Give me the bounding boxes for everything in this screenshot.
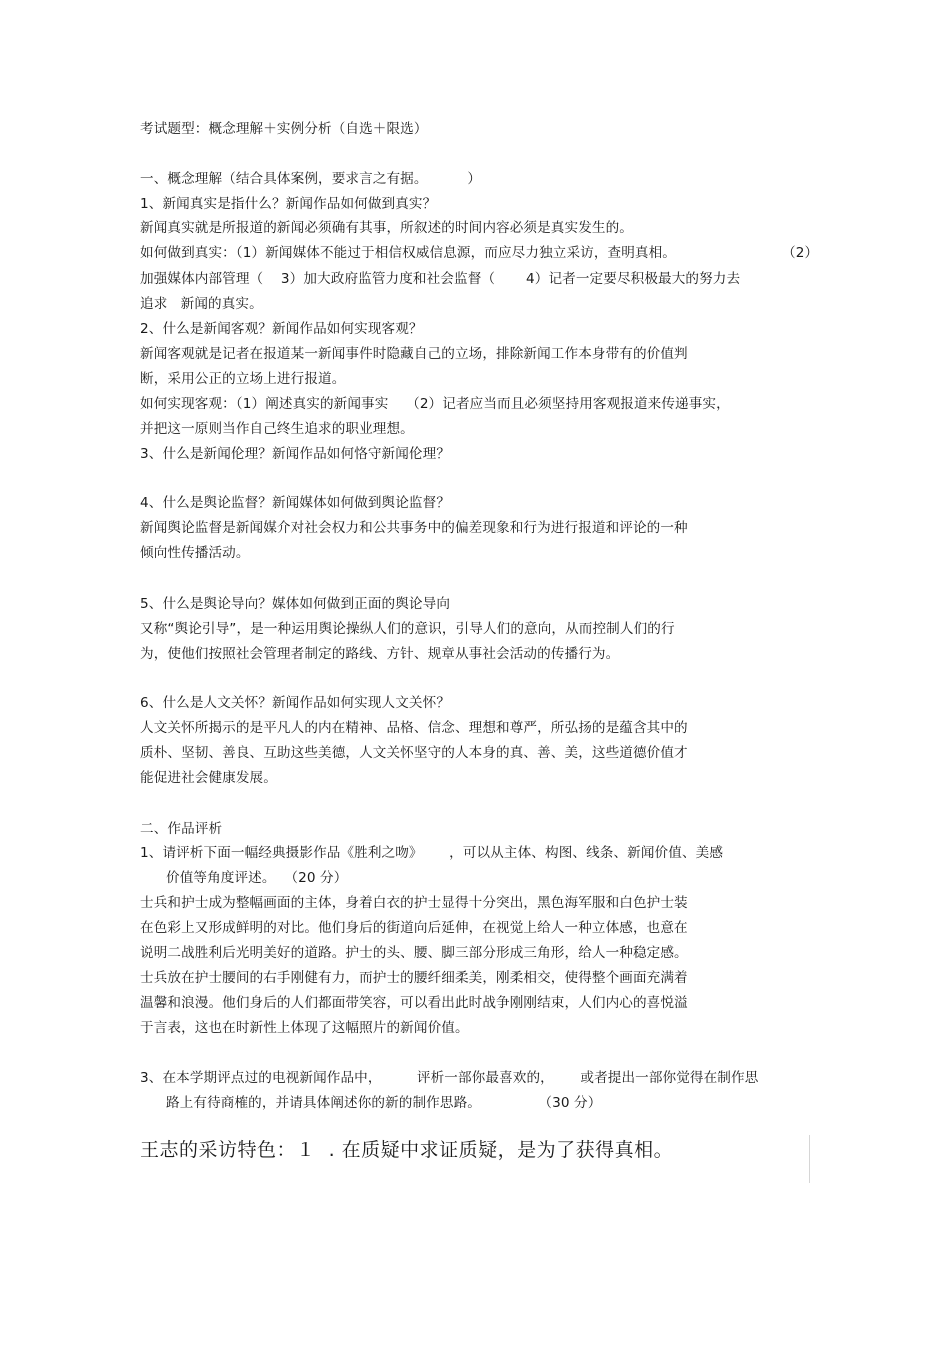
exam-type-line: 考试题型：概念理解＋实例分析（自选＋限选） [140, 121, 428, 137]
q2-answer-line: 并把这一原则当作自己终生追求的职业理想。 [140, 421, 414, 437]
q5-paragraph-line: 又称“舆论引导”，是一种运用舆论操纵人们的意识，引导人们的意向，从而控制人们的行 [140, 621, 675, 637]
q2-answer-line: 如何实现客观：（1）阐述真实的新闻事实 （2）记者应当而且必须坚持用客观报道来传递事实， [140, 396, 730, 412]
q1-paragraph-line: 新闻真实就是所报道的新闻必须确有其事，所叙述的时间内容必须是真实发生的。 [140, 220, 633, 236]
s2-q1-title: 1、请评析下面一幅经典摄影作品《胜利之吻》 ，可以从主体、构图、线条、新闻价值、美感 [140, 845, 724, 861]
s2-q1-paragraph-line: 士兵放在护士腰间的右手刚健有力，而护士的腰纤细柔美，刚柔相交，使得整个画面充满着 [140, 970, 688, 986]
s2-q1-paragraph-line: 士兵和护士成为整幅画面的主体，身着白衣的护士显得十分突出，黑色海军服和白色护士装 [140, 895, 688, 911]
s2-q1-paragraph-line: 在色彩上又形成鲜明的对比。他们身后的街道向后延伸，在视觉上给人一种立体感，也意在 [140, 920, 688, 936]
q5-paragraph-line: 为，使他们按照社会管理者制定的路线、方针、规章从事社会活动的传播行为。 [140, 646, 620, 662]
q3-title: 3、什么是新闻伦理？新闻作品如何恪守新闻伦理？ [140, 446, 451, 462]
margin-divider [809, 1135, 810, 1183]
q6-paragraph-line: 人文关怀所揭示的是平凡人的内在精神、品格、信念、理想和尊严，所弘扬的是蕴含其中的 [140, 720, 688, 736]
s2-q1-paragraph-line: 说明二战胜利后光明美好的道路。护士的头、腰、脚三部分形成三角形，给人一种稳定感。 [140, 945, 688, 961]
q5-title: 5、什么是舆论导向？媒体如何做到正面的舆论导向 [140, 596, 451, 612]
s2-q3-title: 路上有待商榷的，并请具体阐述你的新的制作思路。 （30 分） [166, 1095, 602, 1111]
q4-paragraph-line: 倾向性传播活动。 [140, 545, 250, 561]
q1-answer-line: 加强媒体内部管理（ 3）加大政府监管力度和社会监督（ 4）记者一定要尽积极最大的努力去 [140, 271, 741, 287]
q1-title: 1、新闻真实是指什么？新闻作品如何做到真实？ [140, 196, 437, 212]
q2-paragraph-line: 新闻客观就是记者在报道某一新闻事件时隐藏自己的立场，排除新闻工作本身带有的价值判 [140, 346, 688, 362]
q6-title: 6、什么是人文关怀？新闻作品如何实现人文关怀？ [140, 695, 451, 711]
footer-line: 王志的采访特色：１ . 在质疑中求证质疑，是为了获得真相。 [140, 1139, 674, 1161]
q6-paragraph-line: 能促进社会健康发展。 [140, 770, 277, 786]
q1-answer-line: 如何做到真实：（1）新闻媒体不能过于相信权威信息源，而应尽力独立采访，查明真相。 [140, 245, 677, 261]
q4-title: 4、什么是舆论监督？新闻媒体如何做到舆论监督？ [140, 495, 451, 511]
q2-title: 2、什么是新闻客观？新闻作品如何实现客观？ [140, 321, 423, 337]
q6-paragraph-line: 质朴、坚韧、善良、互助这些美德，人文关怀坚守的人本身的真、善、美，这些道德价值才 [140, 745, 688, 761]
q1-answer-line-tail: （2） [782, 245, 819, 261]
s2-q1-paragraph-line: 于言表，这也在时新性上体现了这幅照片的新闻价值。 [140, 1020, 469, 1036]
s2-q1-paragraph-line: 温馨和浪漫。他们身后的人们都面带笑容，可以看出此时战争刚刚结束，人们内心的喜悦溢 [140, 995, 688, 1011]
q1-answer-line: 追求 新闻的真实。 [140, 296, 263, 312]
q4-paragraph-line: 新闻舆论监督是新闻媒介对社会权力和公共事务中的偏差现象和行为进行报道和评论的一种 [140, 520, 688, 536]
q2-paragraph-line: 断，采用公正的立场上进行报道。 [140, 371, 346, 387]
s2-q1-title: 价值等角度评述。 （20 分） [166, 870, 348, 886]
section2-heading: 二、作品评析 [140, 821, 223, 837]
section1-heading: 一、概念理解（结合具体案例，要求言之有据。 ） [140, 171, 482, 187]
s2-q3-title: 3、在本学期评点过的电视新闻作品中， 评析一部你最喜欢的， 或者提出一部你觉得在制作思 [140, 1070, 759, 1086]
